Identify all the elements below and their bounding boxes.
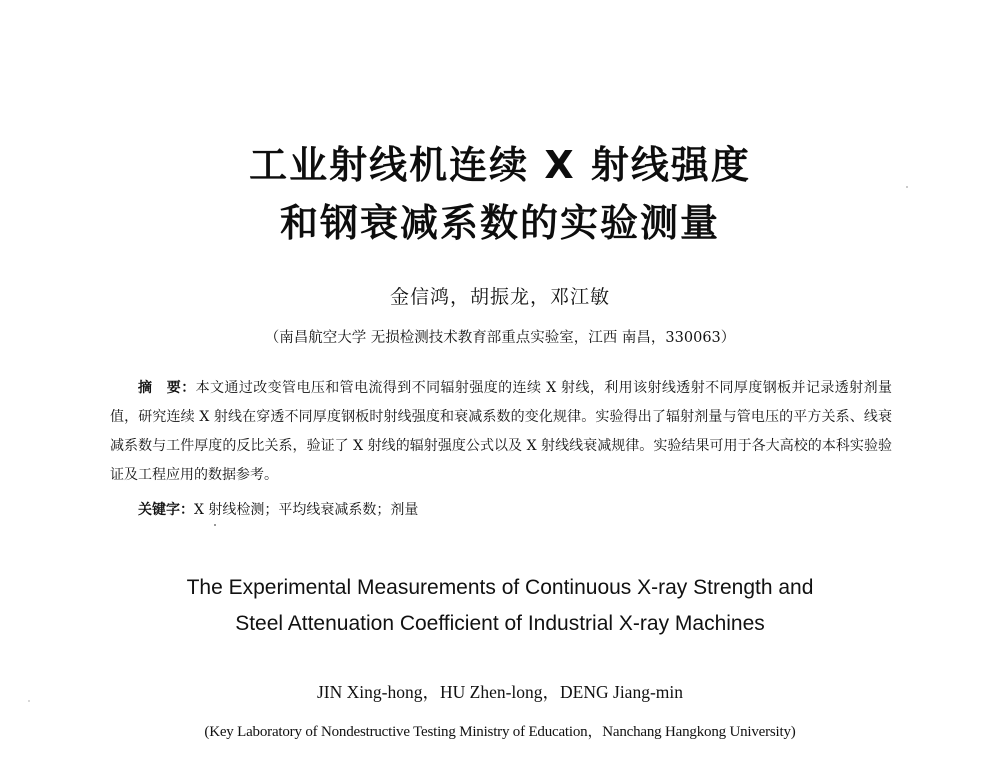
chinese-authors: 金信鸿，胡振龙，邓江敏 bbox=[389, 286, 610, 308]
keywords-text: X 射线检测；平均线衰减系数；剂量 bbox=[194, 502, 419, 518]
chinese-title-line-2: 和钢衰减系数的实验测量 bbox=[279, 201, 720, 245]
scan-speck bbox=[906, 186, 908, 188]
english-affiliation: (Key Laboratory of Nondestructive Testing Ministry of Education，Nanchang Hangkong University) bbox=[204, 724, 796, 740]
abstract-text: 本文通过改变管电压和管电流得到不同辐射强度的连续 X 射线，利用该射线透射不同厚度钢板并记录透射剂量值，研究连续 X 射线在穿透不同厚度钢板时射线强度和衰减系数的变化规律。实验得出了辐射剂量与管电压的平方关系、线衰减系数与工件厚度的反比关系，验证了 X 射线的辐射强度公式以及 X 射线线衰减规律。实验结果可用于各大高校的本科实验验证及工程应用的数据参考。 bbox=[110, 380, 892, 483]
chinese-keywords bbox=[138, 496, 418, 525]
english-title-line-1: The Experimental Measurements of Continuous X-ray Strength and bbox=[186, 576, 814, 599]
scan-speck bbox=[214, 524, 216, 526]
keywords-label: 关键字： bbox=[138, 502, 194, 518]
chinese-title-line-1: 工业射线机连续 X 射线强度 bbox=[249, 143, 751, 187]
scan-speck bbox=[28, 700, 30, 702]
abstract-label: 摘 要： bbox=[138, 380, 196, 396]
english-authors: JIN Xing-hong，HU Zhen-long，DENG Jiang-min bbox=[317, 682, 683, 702]
chinese-abstract bbox=[110, 374, 892, 490]
english-title-line-2: Steel Attenuation Coefficient of Industrial X-ray Machines bbox=[235, 612, 765, 635]
chinese-affiliation: （南昌航空大学 无损检测技术教育部重点实验室，江西 南昌，330063） bbox=[264, 330, 736, 346]
